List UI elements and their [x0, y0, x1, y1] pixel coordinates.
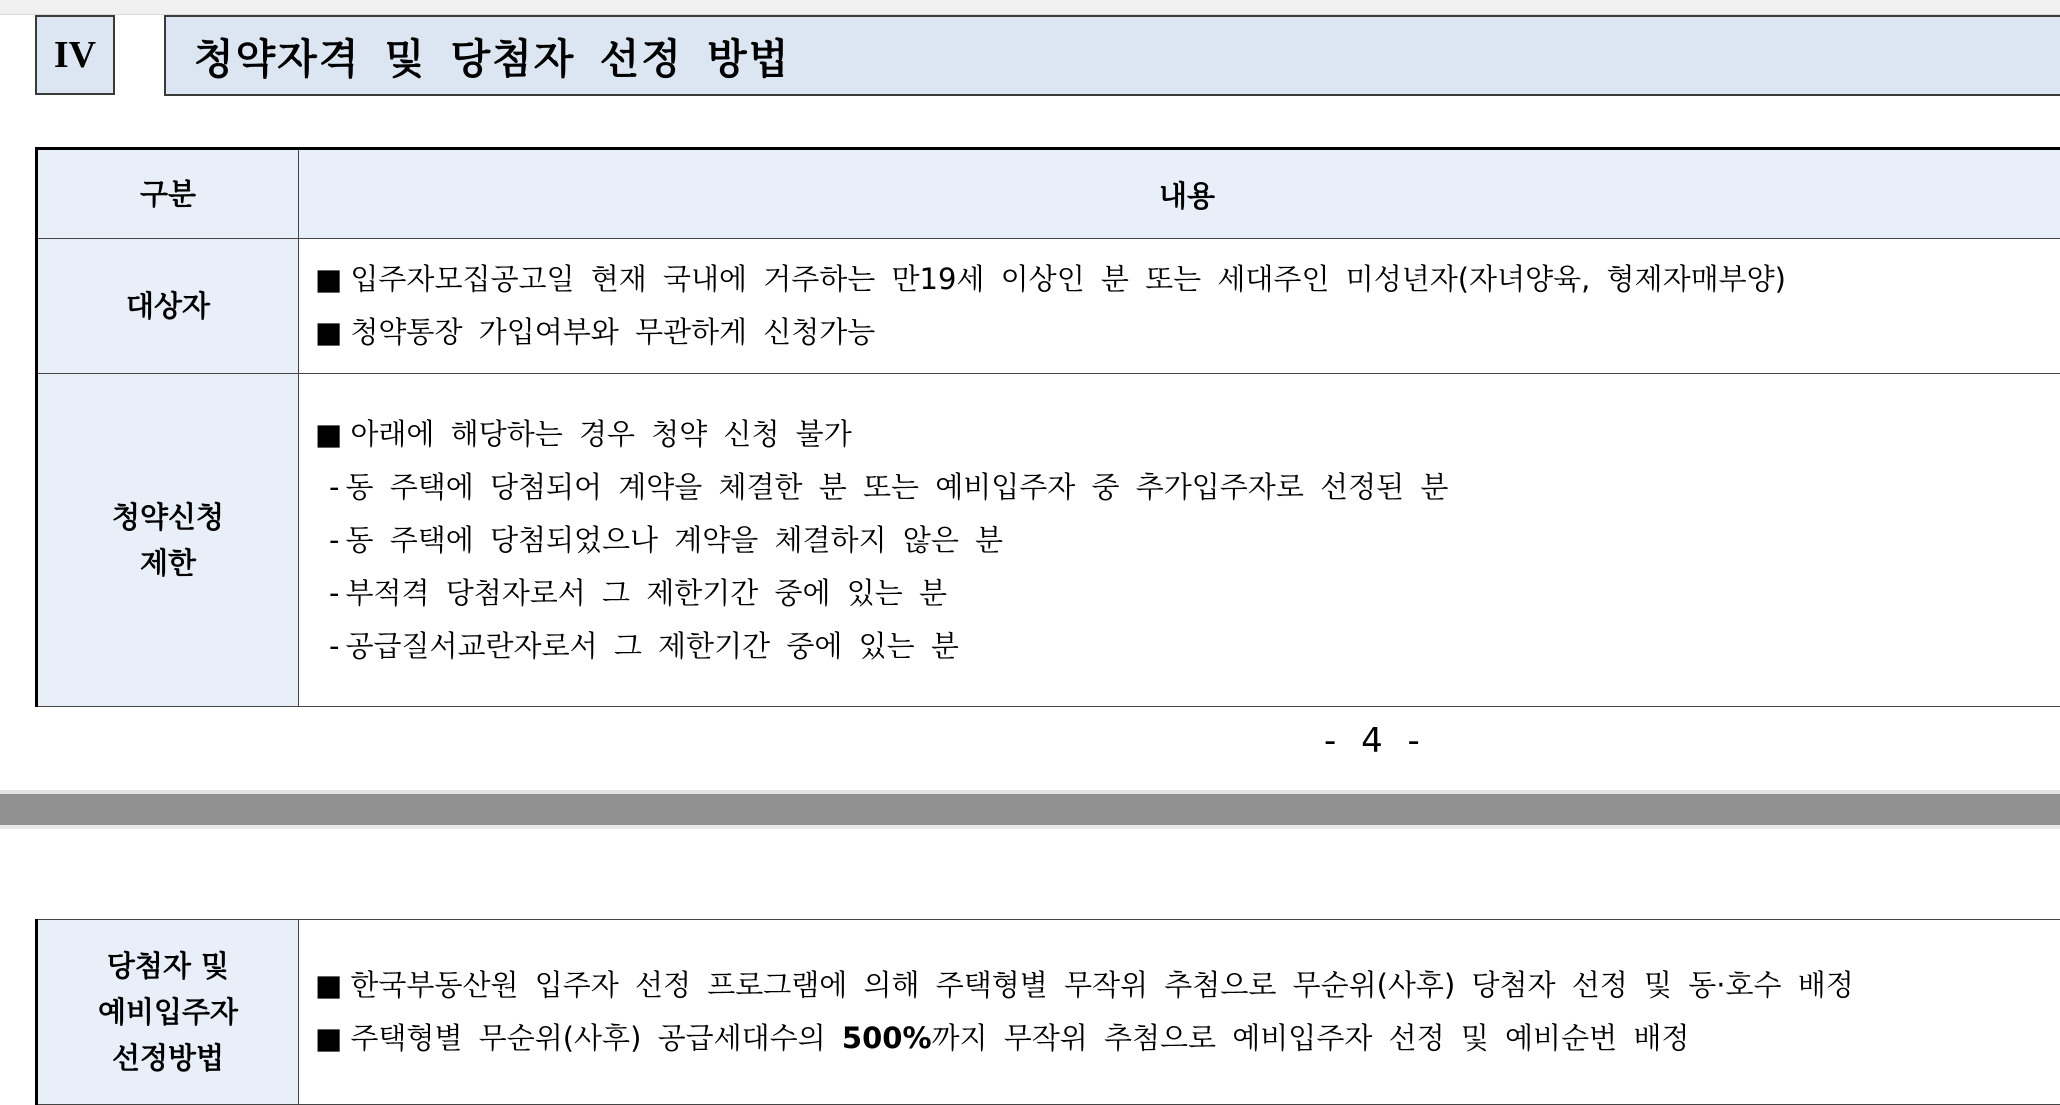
list-item: ■ 아래에 해당하는 경우 청약 신청 불가 [315, 408, 2060, 461]
dash-marker: - [329, 461, 339, 514]
row-label-target: 대상자 [37, 239, 299, 374]
section-title: 청약자격 및 당첨자 선정 방법 [164, 15, 2060, 96]
row-label-restriction: 청약신청 제한 [37, 374, 299, 707]
list-item: ■ 한국부동산원 입주자 선정 프로그램에 의해 주택형별 무작위 추첨으로 무순위(사후) 당첨자 선정 및 동·호수 배정 [315, 959, 2060, 1012]
document-page-5 [0, 829, 2060, 1096]
bullet-square-icon: ■ [315, 306, 342, 359]
dash-marker: - [329, 514, 339, 567]
header-category: 구분 [37, 149, 299, 239]
bullet-square-icon: ■ [315, 1012, 342, 1065]
list-item: - 부적격 당첨자로서 그 제한기간 중에 있는 분 [315, 567, 2060, 620]
page-number: - 4 - [1324, 721, 1420, 761]
table-header-row [37, 149, 2060, 239]
dash-marker: - [329, 620, 339, 673]
dash-marker: - [329, 567, 339, 620]
page-separator [0, 794, 2060, 825]
table-row [37, 374, 2060, 707]
bullet-square-icon: ■ [315, 408, 342, 461]
row-content-target [299, 239, 2060, 374]
selection-table [35, 919, 2060, 1105]
section-number: IV [35, 15, 115, 95]
row-label-selection: 당첨자 및 예비입주자 선정방법 [37, 920, 299, 1105]
table-row [37, 920, 2060, 1105]
list-item: ■ 입주자모집공고일 현재 국내에 거주하는 만19세 이상인 분 또는 세대주인 미성년자(자녀양육, 형제자매부양) [315, 253, 2060, 306]
bullet-square-icon: ■ [315, 253, 342, 306]
list-item: ■ 주택형별 무순위(사후) 공급세대수의 500%까지 무작위 추첨으로 예비입주자 선정 및 예비순번 배정 [315, 1012, 2060, 1065]
highlight-percent: 500% [842, 1021, 932, 1055]
bullet-square-icon: ■ [315, 959, 342, 1012]
row-content-selection [299, 920, 2060, 1105]
document-page-4 [0, 15, 2060, 790]
table-row [37, 239, 2060, 374]
row-content-restriction [299, 374, 2060, 707]
list-item: - 동 주택에 당첨되어 계약을 체결한 분 또는 예비입주자 중 추가입주자로 선정된 분 [315, 461, 2060, 514]
list-item: - 공급질서교란자로서 그 제한기간 중에 있는 분 [315, 620, 2060, 673]
list-item: - 동 주택에 당첨되었으나 계약을 체결하지 않은 분 [315, 514, 2060, 567]
header-content: 내용 [299, 149, 2060, 239]
eligibility-table [35, 147, 2060, 707]
viewer-top-strip [0, 0, 2060, 15]
list-item: ■ 청약통장 가입여부와 무관하게 신청가능 [315, 306, 2060, 359]
